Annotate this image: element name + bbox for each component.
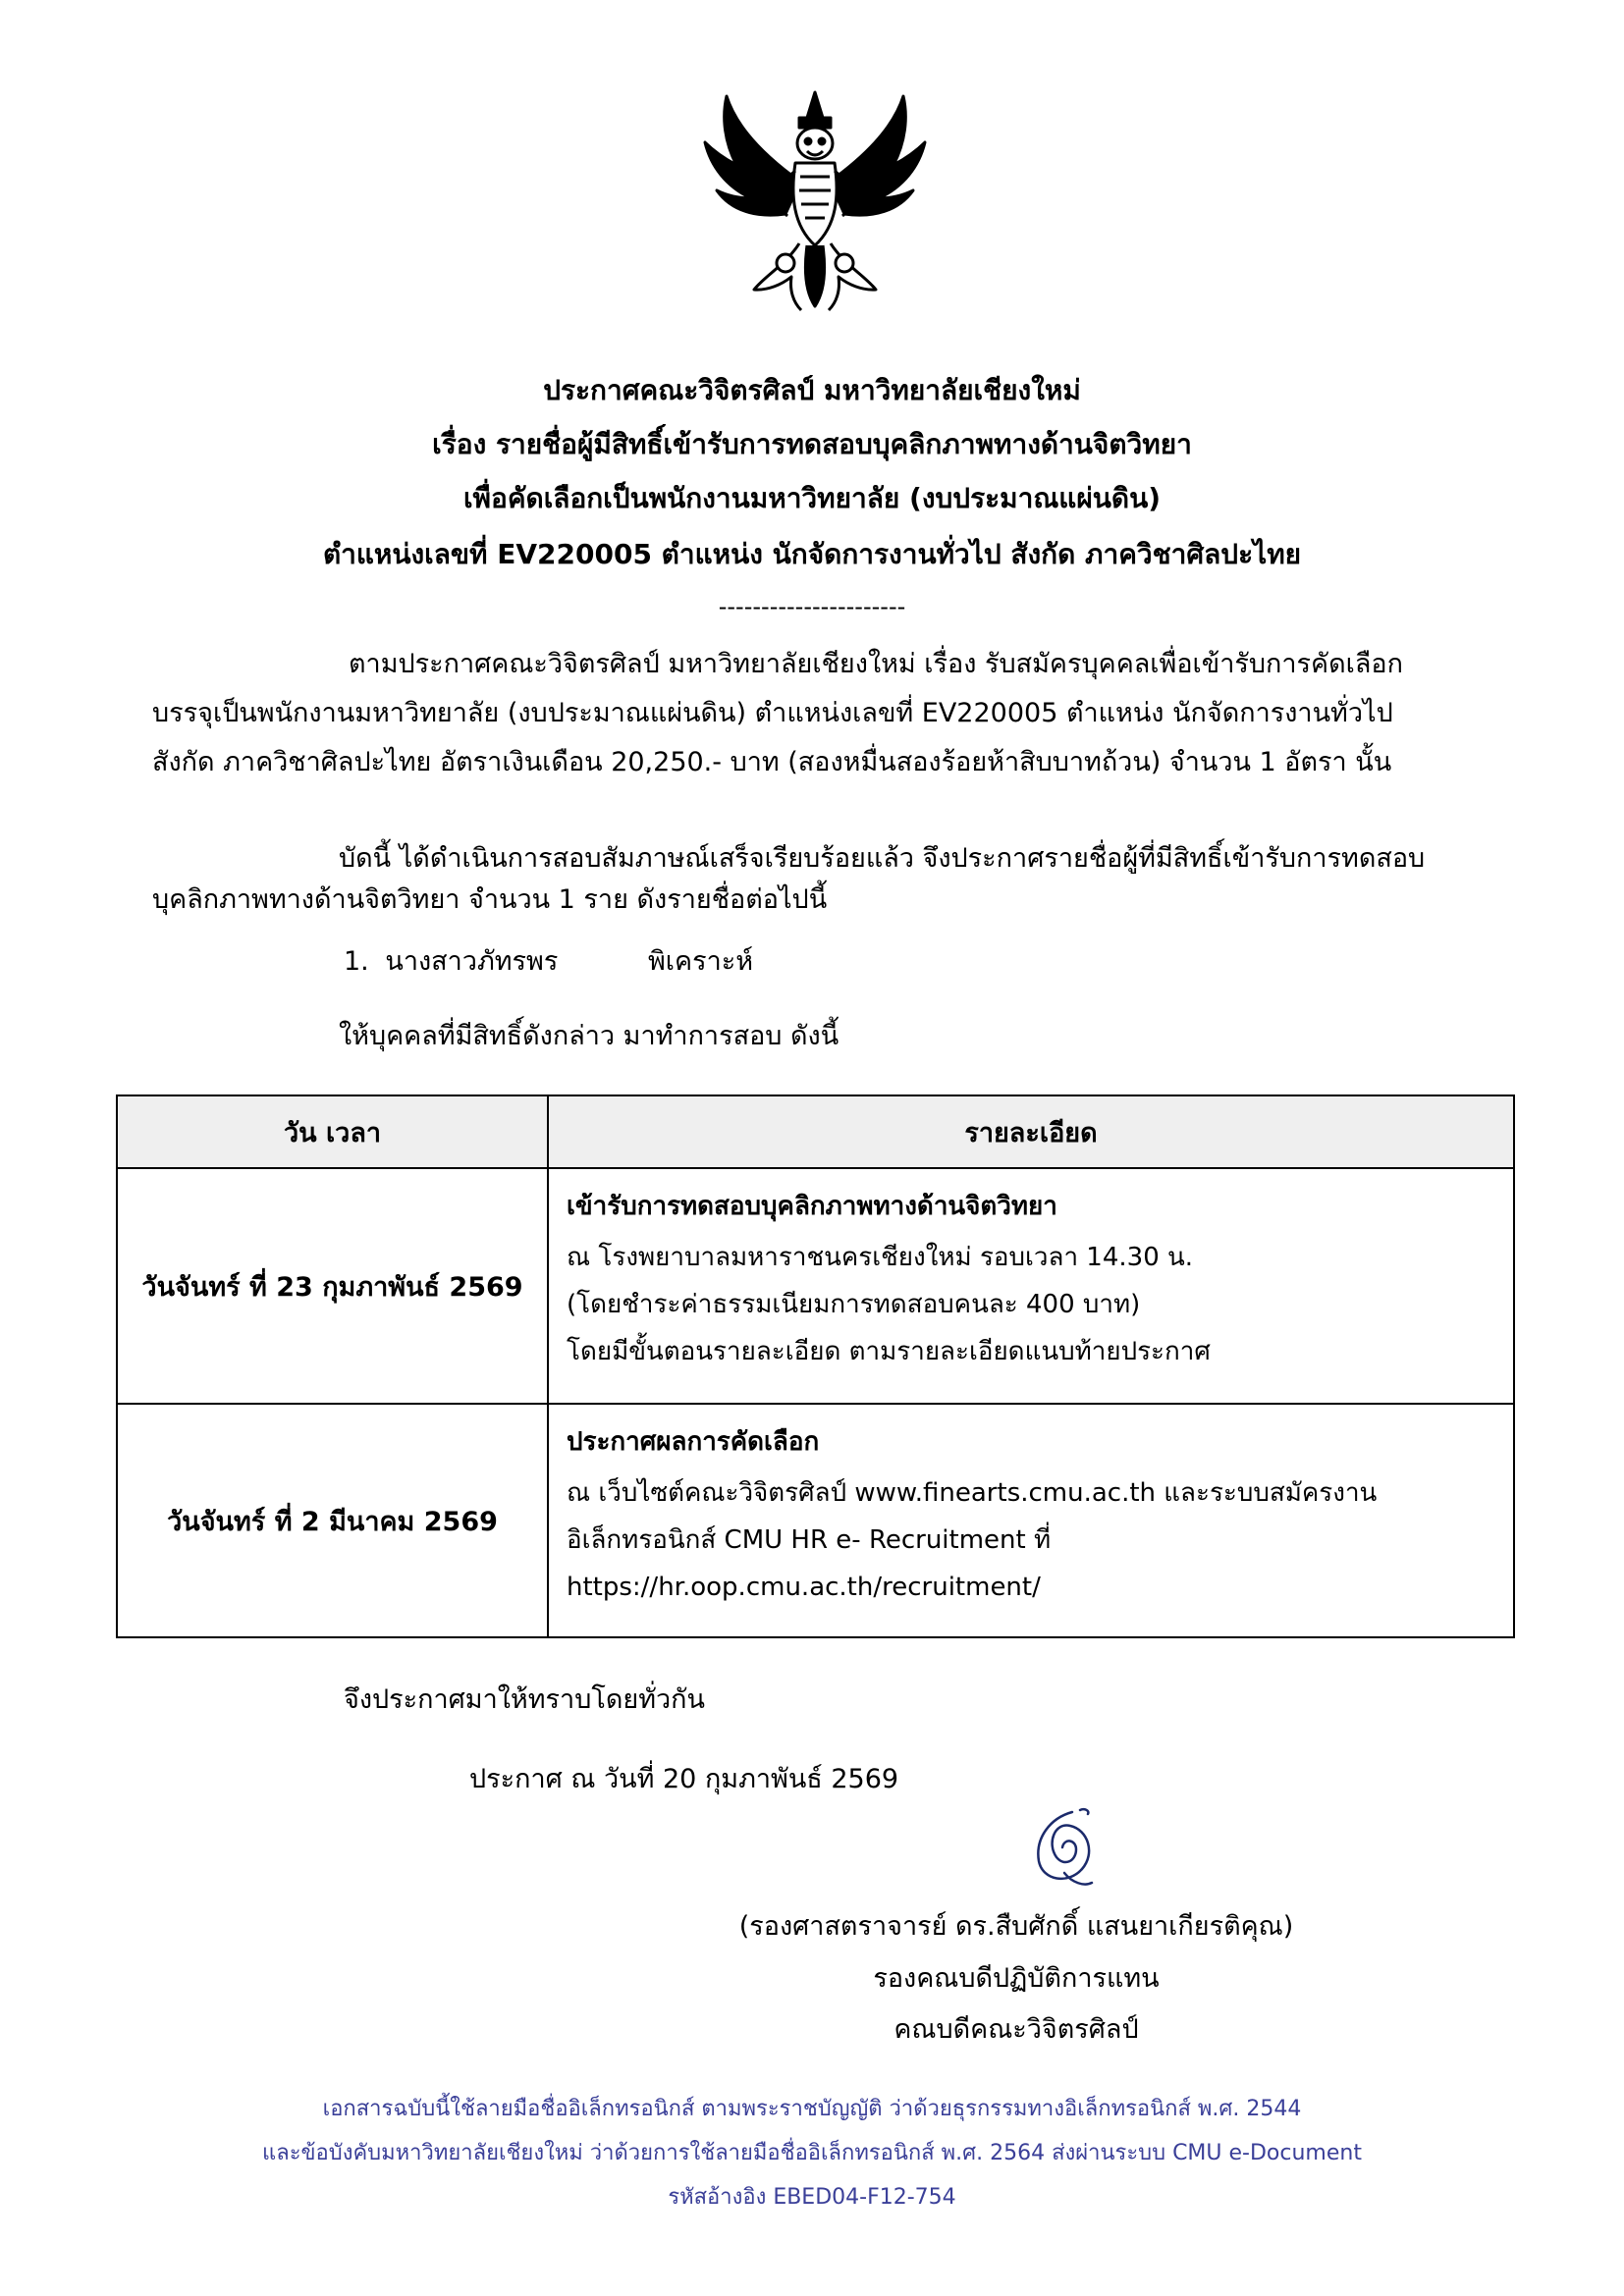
detail-column-header: รายละเอียด (548, 1095, 1514, 1168)
table-row (117, 1404, 1514, 1637)
instruction-text: ให้บุคคลที่มีสิทธิ์ดังกล่าว มาทำการสอบ ดังนี้ (339, 1021, 839, 1051)
detail-line: https://hr.oop.cmu.ac.th/recruitment/ (567, 1573, 1041, 1602)
intro-paragraph (152, 640, 1478, 787)
signatory-name: (รองศาสตราจารย์ ดร.สืบศักดิ์ แสนยาเกียรติคุณ) (738, 1911, 1294, 1942)
detail-heading: ประกาศผลการคัดเลือก (567, 1427, 820, 1457)
detail-line: ณ เว็บไซต์คณะวิจิตรศิลป์ www.finearts.cmu.ac.th และระบบสมัครงาน (567, 1478, 1378, 1508)
signatory-position-1: รองคณบดีปฏิบัติการแทน (873, 1963, 1160, 1994)
announce-date: ประกาศ ณ วันที่ 20 กุมภาพันธ์ 2569 (469, 1764, 899, 1794)
announce-paragraph (152, 834, 1478, 925)
date-column-header: วัน เวลา (117, 1095, 548, 1168)
title-divider: ---------------------- (718, 593, 906, 620)
footer-line-2: และข้อบังคับมหาวิทยาลัยเชียงใหม่ ว่าด้วยการใช้ลายมือชื่ออิเล็กทรอนิกส์ พ.ศ. 2564 ส่งผ่านระบบ CMU e-Document (262, 2141, 1362, 2165)
document-title-line-3: เพื่อคัดเลือกเป็นพนักงานมหาวิทยาลัย (งบประมาณแผ่นดิน) (462, 482, 1162, 514)
candidate-number: 1. (344, 946, 369, 977)
detail-line: (โดยชำระค่าธรรมเนียมการทดสอบคนละ 400 บาท) (567, 1290, 1141, 1319)
schedule-date: วันจันทร์ ที่ 2 มีนาคม 2569 (117, 1404, 548, 1637)
schedule-date: วันจันทร์ ที่ 23 กุมภาพันธ์ 2569 (117, 1168, 548, 1404)
signatory-position-2: คณบดีคณะวิจิตรศิลป์ (893, 2014, 1139, 2045)
document-subject: เรื่อง รายชื่อผู้มีสิทธิ์เข้ารับการทดสอบบุคลิกภาพทางด้านจิตวิทยา (432, 428, 1192, 460)
closing-text: จึงประกาศมาให้ทราบโดยทั่วกัน (344, 1684, 705, 1715)
announce-line-2: บุคลิกภาพทางด้านจิตวิทยา จำนวน 1 ราย ดังรายชื่อต่อไปนี้ (152, 884, 828, 915)
candidate-name: นางสาวภัทรพร (385, 946, 559, 977)
detail-line: อิเล็กทรอนิกส์ CMU HR e- Recruitment ที่ (567, 1525, 1052, 1555)
schedule-table (116, 1095, 1515, 1638)
position-line: ตำแหน่งเลขที่ EV220005 ตำแหน่ง นักจัดการงานทั่วไป สังกัด ภาควิชาศิลปะไทย (322, 538, 1302, 570)
detail-line: โดยมีขั้นตอนรายละเอียด ตามรายละเอียดแนบท้ายประกาศ (567, 1337, 1211, 1366)
announce-line-1: บัดนี้ ได้ดำเนินการสอบสัมภาษณ์เสร็จเรียบร้อยแล้ว จึงประกาศรายชื่อผู้ที่มีสิทธิ์เข้ารับการทดสอบ (339, 843, 1426, 874)
candidate-surname: พิเคราะห์ (648, 946, 754, 977)
garuda-emblem-icon (697, 88, 933, 316)
footer-reference-code: รหัสอ้างอิง EBED04-F12-754 (668, 2185, 956, 2210)
intro-line-2: บรรจุเป็นพนักงานมหาวิทยาลัย (งบประมาณแผ่นดิน) ตำแหน่งเลขที่ EV220005 ตำแหน่ง นักจัดการงานทั่วไป (152, 698, 1393, 728)
intro-line-1: ตามประกาศคณะวิจิตรศิลป์ มหาวิทยาลัยเชียงใหม่ เรื่อง รับสมัครบุคคลเพื่อเข้ารับการคัดเลือก (349, 649, 1403, 679)
schedule-detail (548, 1168, 1514, 1404)
detail-heading: เข้ารับการทดสอบบุคลิกภาพทางด้านจิตวิทยา (567, 1192, 1057, 1221)
table-row (117, 1168, 1514, 1404)
detail-line: ณ โรงพยาบาลมหาราชนครเชียงใหม่ รอบเวลา 14.30 น. (567, 1243, 1194, 1272)
candidate-row (344, 942, 558, 982)
signature-icon (1021, 1804, 1110, 1893)
footer-line-1: เอกสารฉบับนี้ใช้ลายมือชื่ออิเล็กทรอนิกส์ ตามพระราชบัญญัติ ว่าด้วยธุรกรรมทางอิเล็กทรอนิกส์ พ.ศ. 2544 (322, 2097, 1302, 2121)
schedule-detail (548, 1404, 1514, 1637)
document-title-line-1: ประกาศคณะวิจิตรศิลป์ มหาวิทยาลัยเชียงใหม่ (543, 374, 1081, 406)
intro-line-3: สังกัด ภาควิชาศิลปะไทย อัตราเงินเดือน 20,250.- บาท (สองหมื่นสองร้อยห้าสิบบาทถ้วน) จำนวน 1 อัตรา นั้น (152, 747, 1392, 777)
